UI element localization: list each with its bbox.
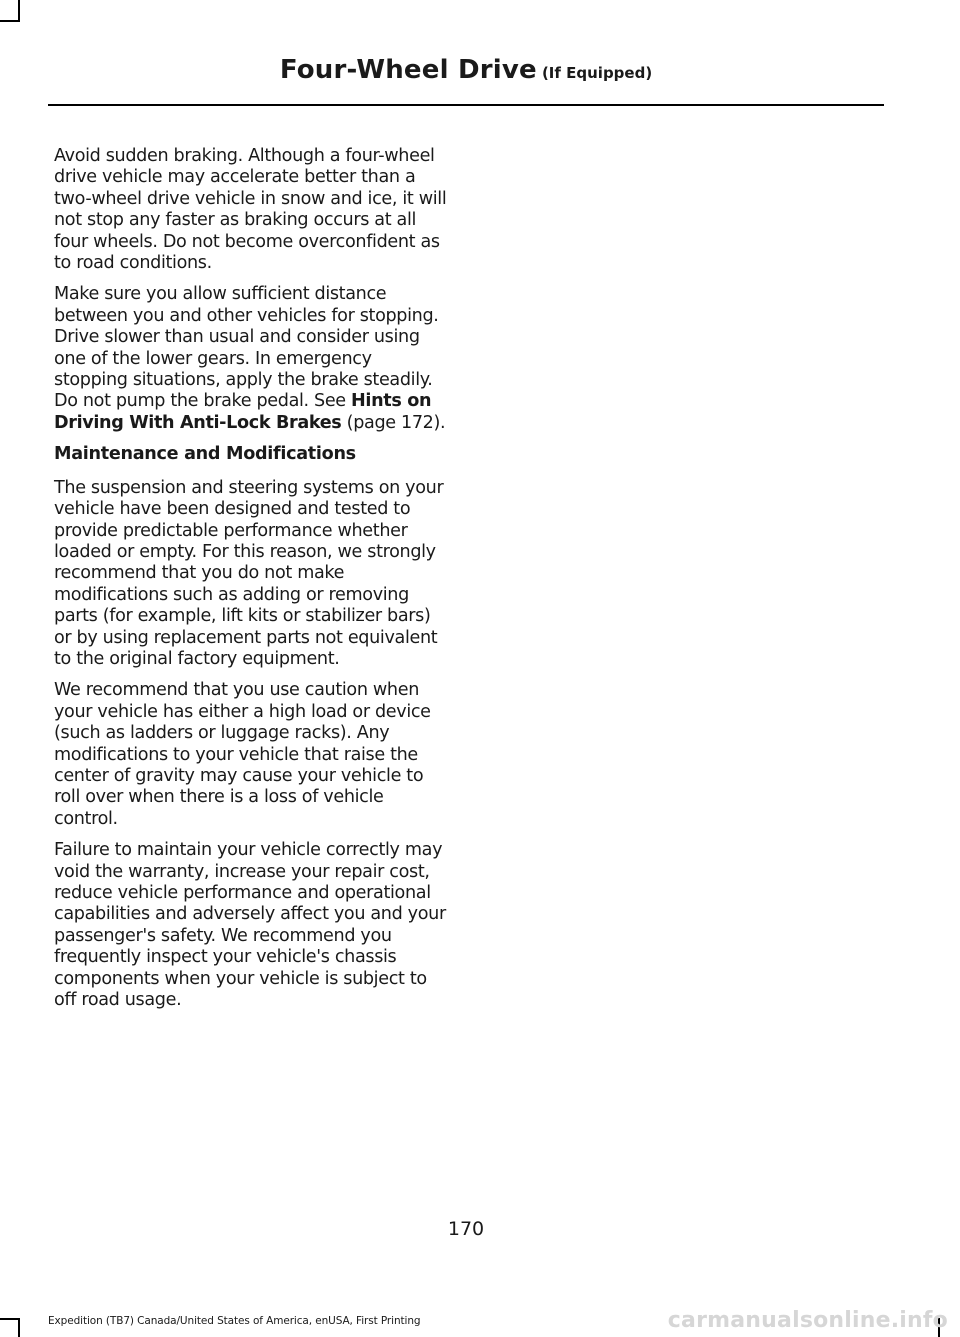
page-reference: (page 172). [341, 412, 446, 433]
paragraph-braking: Avoid sudden braking. Although a four-wheel drive vehicle may accelerate better than a two-wheel drive vehicle in snow and ice, it will not stop any faster as braking occurs at all four wheels. Do not become overconfident as to road conditions. [54, 146, 447, 274]
header-divider [48, 104, 884, 106]
crop-mark-top-left [18, 0, 20, 22]
paragraph-stopping [54, 284, 449, 434]
paragraph-caution: We recommend that you use caution when your vehicle has either a high load or device (such as ladders or luggage racks). Any modifications to your vehicle that raise the center of gravity may cause your vehicle to roll over when there is a loss of vehicle control. [54, 680, 431, 829]
watermark: carmanualsonline.info [667, 1308, 948, 1333]
crop-mark-bottom-left [18, 1318, 20, 1337]
paragraph-maintenance: Failure to maintain your vehicle correctly may void the warranty, increase your repair cost, reduce vehicle performance and operational capabilities and adversely affect you and your passenger's safety. We recommend you frequently inspect your vehicle's chassis components when your vehicle is subject to off road usage. [54, 840, 446, 1011]
page-number: 170 [447, 1218, 485, 1240]
paragraph-stopping-text: Make sure you allow sufficient distance between you and other vehicles for stopping. Drive slower than usual and consider using one of the lower gears. In emergency stopping situations, apply the brake steadily. Do not pump the brake pedal. See [54, 284, 439, 412]
section-heading: Maintenance and Modifications [54, 444, 356, 465]
paragraph-suspension: The suspension and steering systems on your vehicle have been designed and tested to provide predictable performance whether loaded or empty. For this reason, we strongly recommend that you do not make modifications such as adding or removing parts (for example, lift kits or stabilizer bars) or by using replacement parts not equivalent to the original factory equipment. [54, 477, 444, 669]
page-header [48, 55, 884, 85]
main-content [54, 146, 449, 1021]
page-subtitle: (If Equipped) [541, 64, 653, 82]
crop-mark-bottom-left-h [0, 1318, 20, 1320]
footer-text: Expedition (TB7) Canada/United States of America, enUSA, First Printing [48, 1315, 421, 1327]
page-title: Four-Wheel Drive [279, 55, 537, 85]
crop-mark-top-left-h [0, 20, 20, 22]
cross-reference-link[interactable]: Hints on Driving With Anti-Lock Brakes [54, 391, 432, 433]
